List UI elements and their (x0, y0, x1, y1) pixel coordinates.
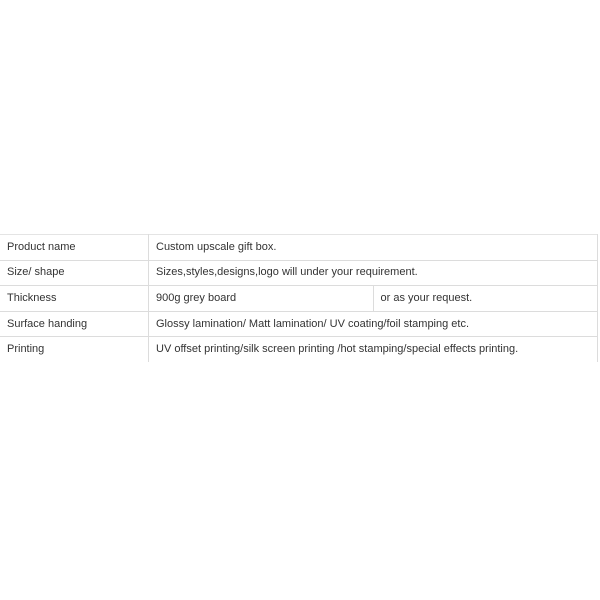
spec-value: UV offset printing/silk screen printing /hot stamping/special effects printing. (149, 337, 598, 362)
spec-label: Printing (0, 337, 149, 362)
spec-row-product-name (0, 235, 598, 261)
spec-row-thickness (0, 286, 598, 312)
spec-label: Size/ shape (0, 260, 149, 286)
spec-label: Thickness (0, 286, 149, 312)
spec-value: 900g grey board (149, 286, 374, 312)
spec-value: Glossy lamination/ Matt lamination/ UV coating/foil stamping etc. (149, 311, 598, 337)
spec-row-printing (0, 337, 598, 362)
spec-value: Sizes,styles,designs,logo will under your requirement. (149, 260, 598, 286)
spec-value: Custom upscale gift box. (149, 235, 598, 261)
spec-label: Surface handing (0, 311, 149, 337)
spec-row-size-shape (0, 260, 598, 286)
spec-value-secondary: or as your request. (373, 286, 598, 312)
spec-row-surface-handing (0, 311, 598, 337)
product-spec-table (0, 234, 598, 362)
spec-label: Product name (0, 235, 149, 261)
